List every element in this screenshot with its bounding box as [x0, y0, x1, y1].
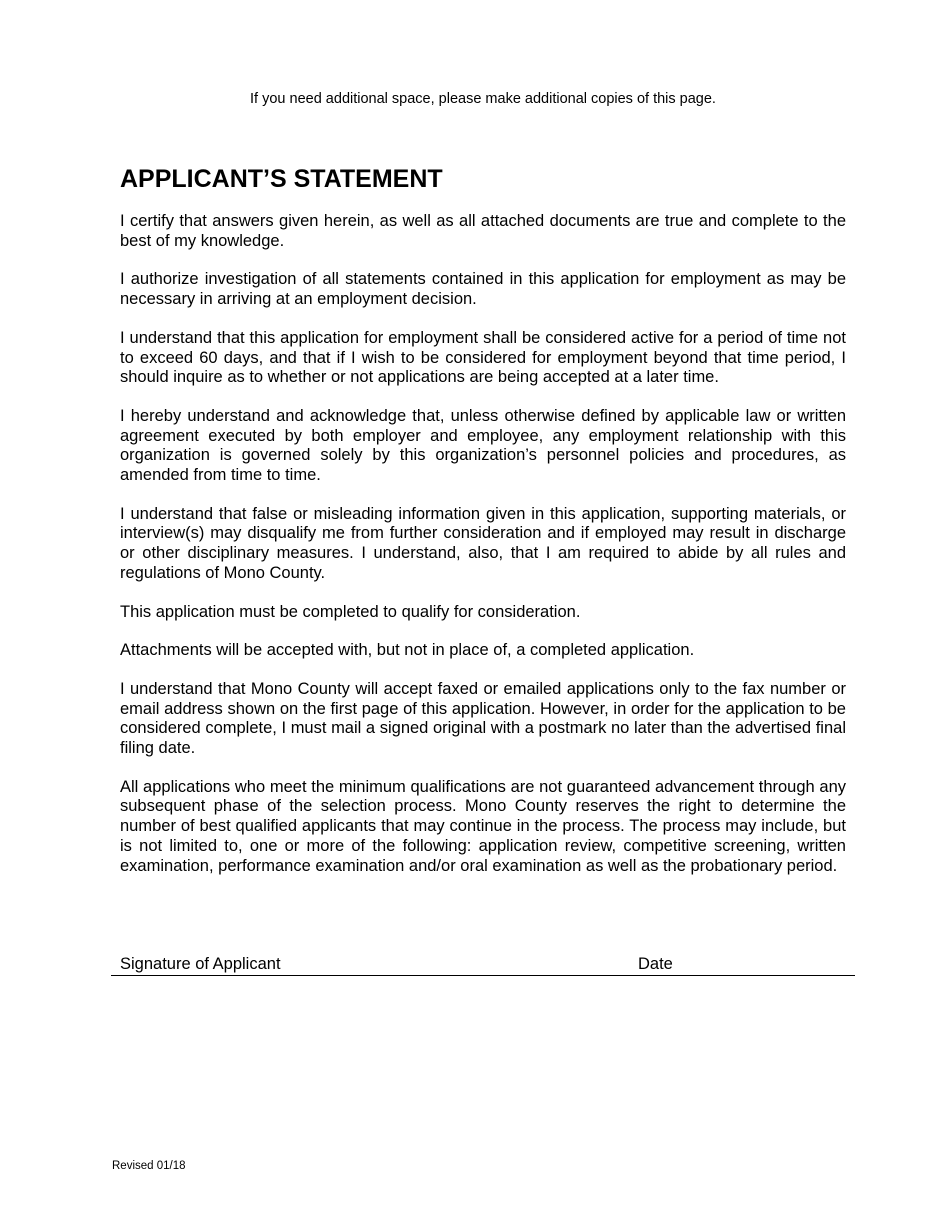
signature-label: Signature of Applicant: [120, 955, 281, 973]
signature-line[interactable]: [111, 954, 855, 976]
statement-paragraph-8: I understand that Mono County will accept faxed or emailed applications only to the fax number or email address shown on the first page of this application. However, in order for the application to be considered complete, I must mail a signed original with a postmark no later than the advertised final filing date.: [120, 679, 846, 758]
date-label: Date: [638, 955, 673, 973]
statement-paragraph-1: I certify that answers given herein, as well as all attached documents are true and complete to the best of my knowledge.: [120, 212, 846, 250]
revision-footer: Revised 01/18: [112, 1160, 186, 1172]
statement-paragraph-6: This application must be completed to qualify for consideration.: [120, 602, 581, 621]
statement-paragraph-2: I authorize investigation of all statements contained in this application for employment as may be necessary in arriving at an employment decision.: [120, 270, 846, 309]
statement-paragraph-9: All applications who meet the minimum qualifications are not guaranteed advancement through any subsequent phase of the selection process. Mono County reserves the right to determine the number of best qualified applicants that may continue in the process. The process may include, but is not limited to, one or more of the following: application review, competitive screening, written examination, performance examination and/or oral examination as well as the probationary period.: [120, 777, 846, 875]
statement-paragraph-4: I hereby understand and acknowledge that, unless otherwise defined by applicable law or written agreement executed by both employer and employee, any employment relationship with this organization is governed solely by this organization’s personnel policies and procedures, as amended from time to time.: [120, 406, 846, 485]
page-title: APPLICANT’S STATEMENT: [120, 165, 443, 193]
statement-paragraph-5: I understand that false or misleading information given in this application, supporting materials, or interview(s) may disqualify me from further consideration and if employed may result in discharge or other disciplinary measures. I understand, also, that I am required to abide by all rules and regulations of Mono County.: [120, 504, 846, 582]
statement-body: [120, 212, 846, 895]
statement-paragraph-7: Attachments will be accepted with, but not in place of, a completed application.: [120, 641, 695, 660]
statement-paragraph-3: I understand that this application for employment shall be considered active for a period of time not to exceed 60 days, and that if I wish to be considered for employment beyond that time period, I should inquire as to whether or not applications are being accepted at a later time.: [120, 328, 846, 387]
additional-space-note: If you need additional space, please make additional copies of this page.: [250, 91, 716, 107]
